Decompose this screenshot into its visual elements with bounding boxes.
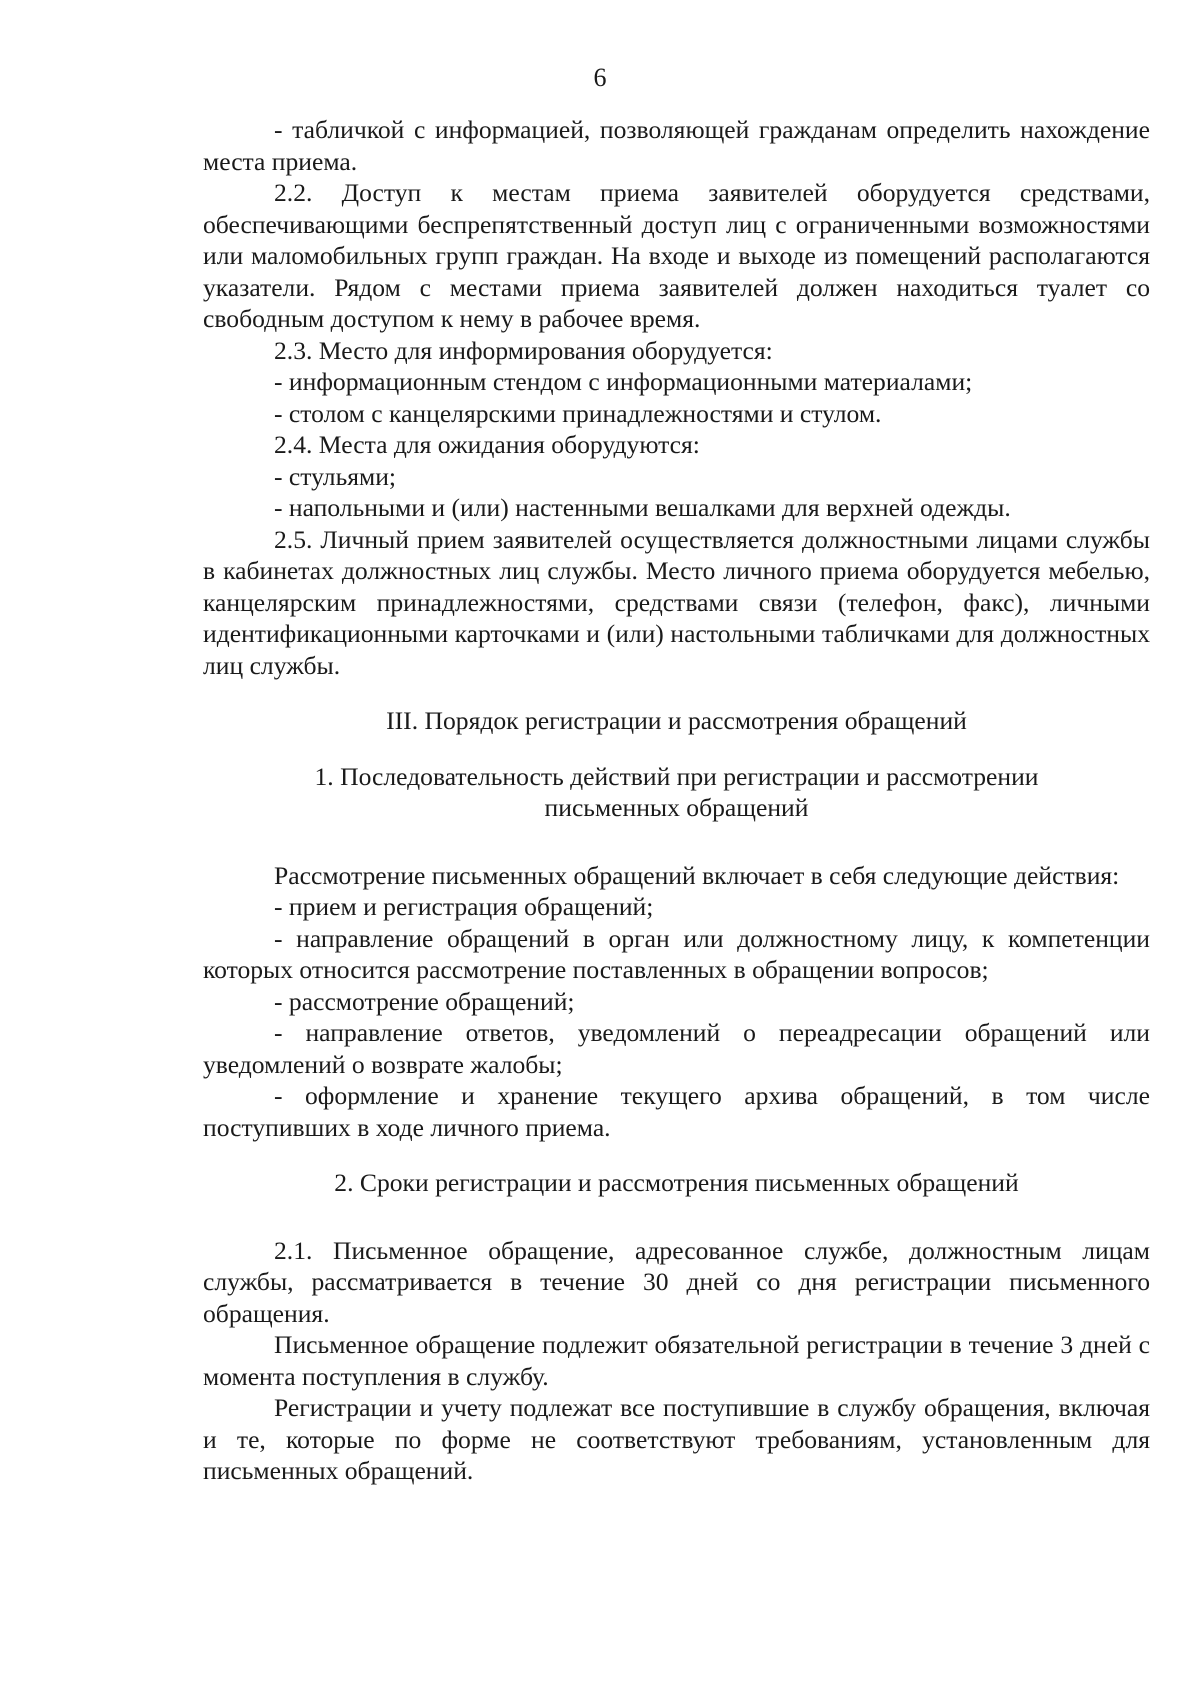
subsection-heading [203,761,1150,824]
page-number: 6 [593,63,607,92]
list-item: - прием и регистрация обращений; [274,892,654,921]
paragraph: 2.4. Места для ожидания оборудуются: [274,430,700,459]
list-item: - оформление и хранение текущего архива обращений, в том числе поступивших в ходе личного приема. [203,1081,1150,1142]
subsection-heading-line: 1. Последовательность действий при регистрации и рассмотрении [314,761,1039,791]
document-body [203,114,1150,1487]
list-item: - напольными и (или) настенными вешалками для верхней одежды. [274,493,1011,522]
list-item: - стульями; [274,461,397,491]
section-heading: III. Порядок регистрации и рассмотрения обращений [386,706,967,735]
subsection-heading: 2. Сроки регистрации и рассмотрения письменных обращений [334,1168,1019,1197]
list-item: - столом с канцелярскими принадлежностями и стулом. [274,398,882,428]
list-item: - информационным стендом с информационными материалами; [274,367,973,396]
list-item: - направление ответов, уведомлений о переадресации обращений или уведомлений о возврате жалобы; [203,1018,1150,1079]
paragraph: Письменное обращение подлежит обязательной регистрации в течение 3 дней с момента поступления в службу. [203,1330,1150,1391]
subsection-heading-line: письменных обращений [544,793,809,822]
list-item: - рассмотрение обращений; [274,986,575,1016]
paragraph: - табличкой с информацией, позволяющей гражданам определить нахождение места приема. [203,115,1150,176]
list-item: - направление обращений в орган или должностному лицу, к компетенции которых относится рассмотрение поставленных в обращении вопросов; [203,923,1150,984]
paragraph: 2.1. Письменное обращение, адресованное службе, должностным лицам службы, рассматривается в течение 30 дней со дня регистрации письменного обращения. [203,1235,1150,1328]
paragraph: 2.3. Место для информирования оборудуется: [274,335,773,365]
paragraph: Рассмотрение письменных обращений включает в себя следующие действия: [274,860,1120,890]
paragraph: Регистрации и учету подлежат все поступившие в службу обращения, включая и те, которые по форме не соответствуют требованиям, установленным для письменных обращений. [203,1393,1150,1485]
paragraph: 2.5. Личный прием заявителей осуществляется должностными лицами службы в кабинетах должностных лиц службы. Место личного приема оборудуется мебелью, канцелярским принадлежностями, средствами связи (телефон, факс), личными идентификационными карточками и (или) настольными табличками для должностных лиц службы. [203,524,1150,680]
paragraph: 2.2. Доступ к местам приема заявителей оборудуется средствами, обеспечивающими беспрепятственный доступ лиц с ограниченными возможностями или маломобильных групп граждан. На входе и выходе из помещений располагаются указатели. Рядом с местами приема заявителей должен находиться туалет со свободным доступом к нему в рабочее время. [203,178,1150,333]
